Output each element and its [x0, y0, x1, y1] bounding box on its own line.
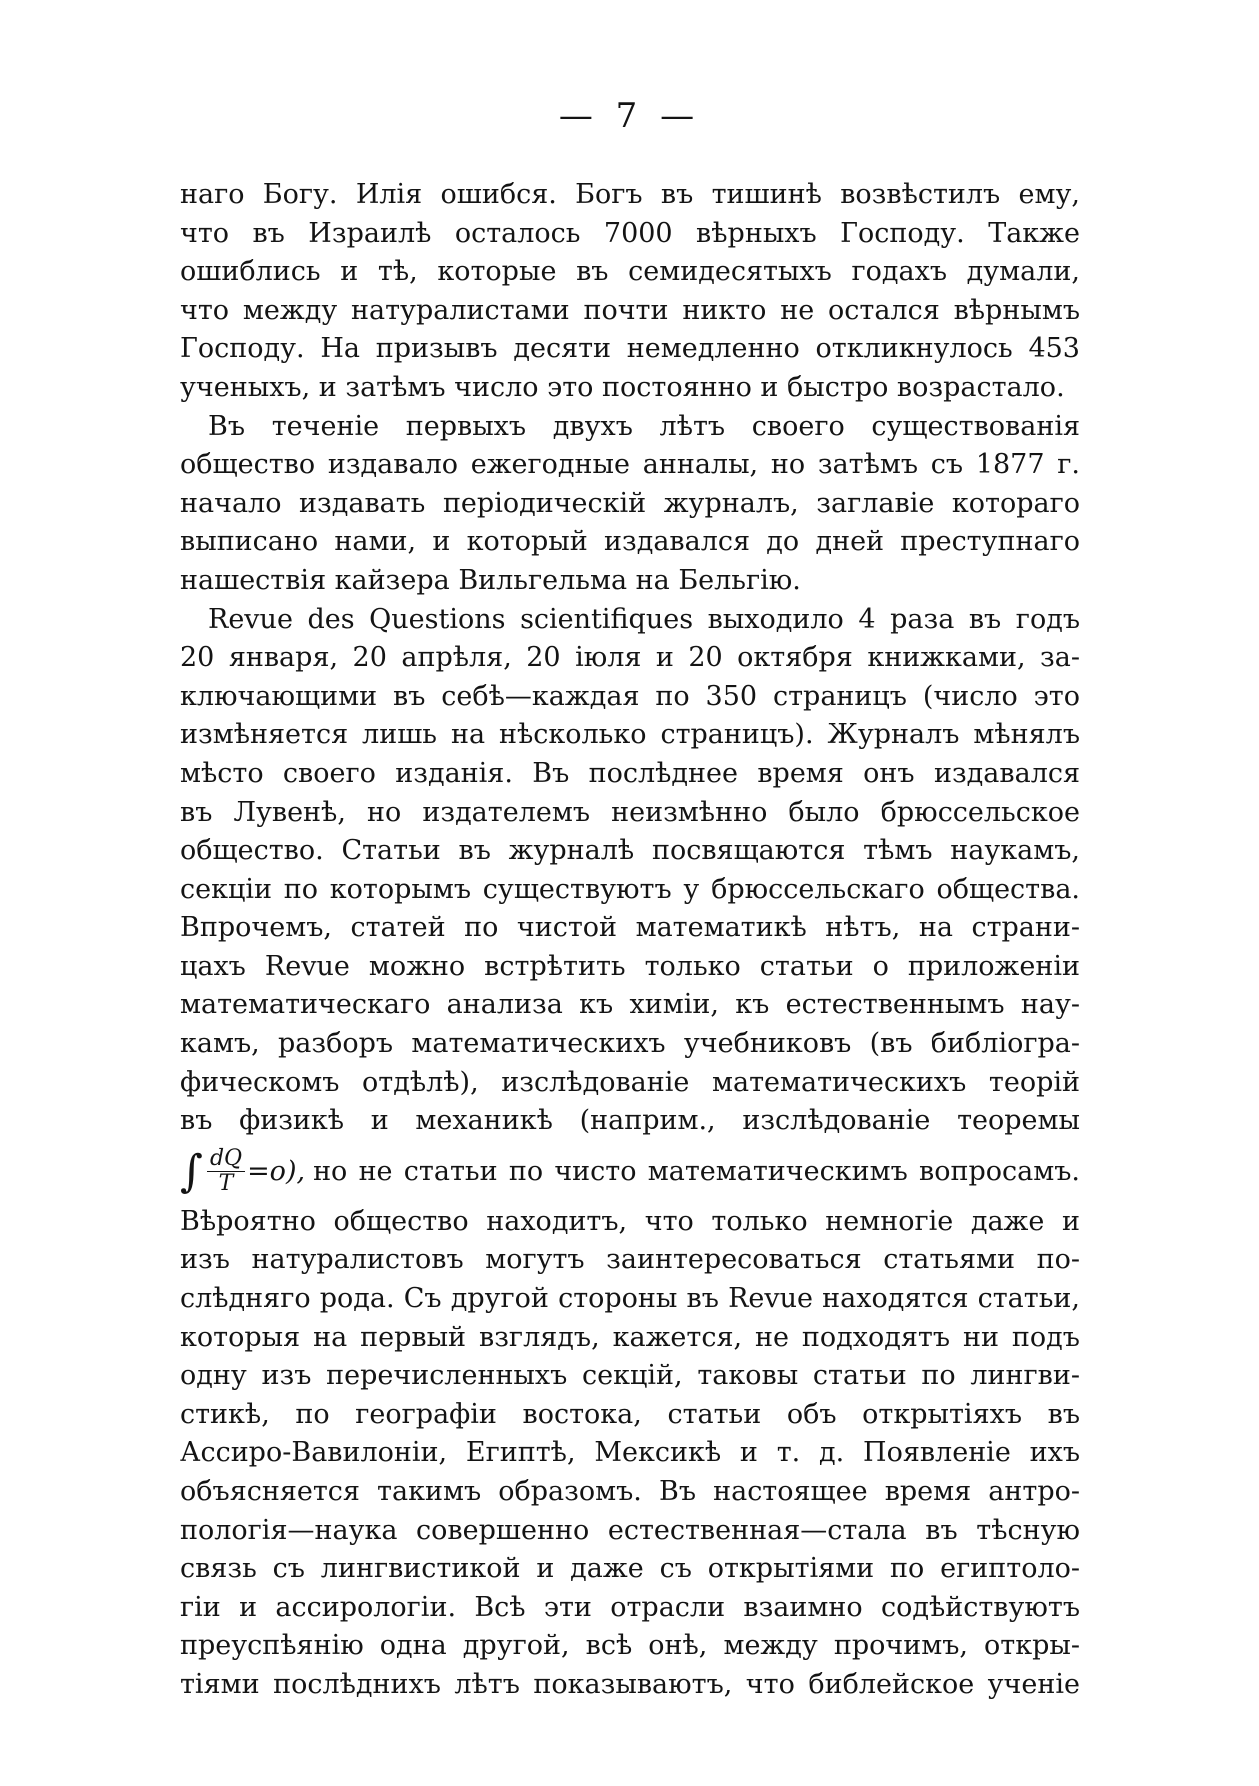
text-line: выписано нами, и который издавался до дней преступнаго	[180, 526, 1080, 558]
text-line: что между натуралистами почти никто не остался вѣрнымъ	[180, 294, 1080, 326]
text-line: Ассиро-Вавилоніи, Египтѣ, Мексикѣ и т. д. Появленіе ихъ	[180, 1437, 1080, 1469]
text-line: Вѣроятно общество находитъ, что только немногіе даже и	[180, 1205, 1080, 1237]
fraction-denominator: T	[218, 1171, 234, 1197]
text-line: общество. Статьи въ журналѣ посвящаются тѣмъ наукамъ,	[180, 835, 1080, 867]
fraction-numerator: dQ	[207, 1147, 245, 1172]
text-line: нашествія кайзера Вильгельма на Бельгію.	[180, 564, 801, 596]
text-line: наго Богу. Илія ошибся. Богъ въ тишинѣ возвѣстилъ ему,	[180, 179, 1080, 210]
text-line: математическаго анализа къ химіи, къ естественнымъ нау-	[180, 989, 1080, 1021]
text-line: одну изъ перечисленныхъ секцій, таковы статьи по лингви-	[180, 1360, 1080, 1392]
text-line: начало издавать періодическій журналъ, заглавіе котораго	[180, 487, 1080, 519]
page-number: — 7 —	[558, 96, 701, 136]
text-line: камъ, разборъ математическихъ учебниковъ (въ библіогра-	[180, 1028, 1080, 1060]
text-line: цахъ Revue можно встрѣтить только статьи о приложеніи	[180, 950, 1080, 982]
text-line: преуспѣянію одна другой, всѣ онѣ, между прочимъ, откры-	[180, 1630, 1080, 1662]
integral-symbol: ∫	[180, 1145, 203, 1197]
formula-line-text: но не статьи по чисто математическимъ вопросамъ.	[313, 1155, 1080, 1187]
formula-equals: =o),	[247, 1155, 306, 1187]
text-line: изъ натуралистовъ могутъ заинтересоваться статьями по-	[180, 1244, 1080, 1276]
integral-formula	[180, 1141, 305, 1203]
text-line: секціи по которымъ существуютъ у брюссельскаго общества.	[180, 873, 1080, 905]
text-line: пологія—наука совершенно естественная—стала въ тѣсную	[180, 1514, 1080, 1546]
text-line: связь съ лингвистикой и даже съ открытіями по египтоло-	[180, 1553, 1080, 1585]
text-line: объясняется такимъ образомъ. Въ настоящее время антро-	[180, 1476, 1080, 1507]
text-line: въ физикѣ и механикѣ (наприм., изслѣдованіе теоремы	[180, 1105, 1080, 1137]
text-line: которыя на первый взглядъ, кажется, не подходятъ ни подъ	[180, 1321, 1080, 1353]
formula-line	[180, 1141, 1080, 1203]
text-line: слѣдняго рода. Съ другой стороны въ Revue находятся статьи,	[180, 1283, 1080, 1315]
text-line: измѣняется лишь на нѣсколько страницъ). Журналъ мѣнялъ	[180, 719, 1080, 751]
text-line: Revue des Questions scientifiques выходило 4 раза въ годъ	[208, 603, 1080, 635]
text-line: общество издавало ежегодные анналы, но затѣмъ съ 1877 г.	[180, 449, 1080, 481]
text-line: гіи и ассирологіи. Всѣ эти отрасли взаимно содѣйствуютъ	[180, 1591, 1080, 1623]
text-line: 20 января, 20 апрѣля, 20 іюля и 20 октября книжками, за-	[180, 642, 1080, 674]
text-line: мѣсто своего изданія. Въ послѣднее время онъ издавался	[180, 757, 1080, 789]
text-line: фическомъ отдѣлѣ), изслѣдованіе математическихъ теорій	[180, 1066, 1080, 1098]
text-line: Господу. На призывъ десяти немедленно откликнулось 453	[180, 333, 1080, 365]
text-line: въ Лувенѣ, но издателемъ неизмѣнно было брюссельское	[180, 796, 1080, 828]
text-line: ключающими въ себѣ—каждая по 350 страницъ (число это	[180, 680, 1080, 712]
fraction	[207, 1147, 245, 1196]
text-line: стикѣ, по географіи востока, статьи объ открытіяхъ въ	[180, 1398, 1080, 1430]
text-line: Впрочемъ, статей по чистой математикѣ нѣтъ, на страни-	[180, 912, 1080, 944]
text-line: что въ Израилѣ осталось 7000 вѣрныхъ Господу. Также	[180, 217, 1080, 249]
body-text	[180, 176, 1080, 1705]
text-line: ученыхъ, и затѣмъ число это постоянно и быстро возрастало.	[180, 371, 1065, 403]
text-line: тіями послѣднихъ лѣтъ показываютъ, что библейское ученіе	[180, 1668, 1080, 1700]
text-line: Въ теченіе первыхъ двухъ лѣтъ своего существованія	[208, 410, 1080, 442]
text-line: ошиблись и тѣ, которые въ семидесятыхъ годахъ думали,	[180, 256, 1080, 288]
